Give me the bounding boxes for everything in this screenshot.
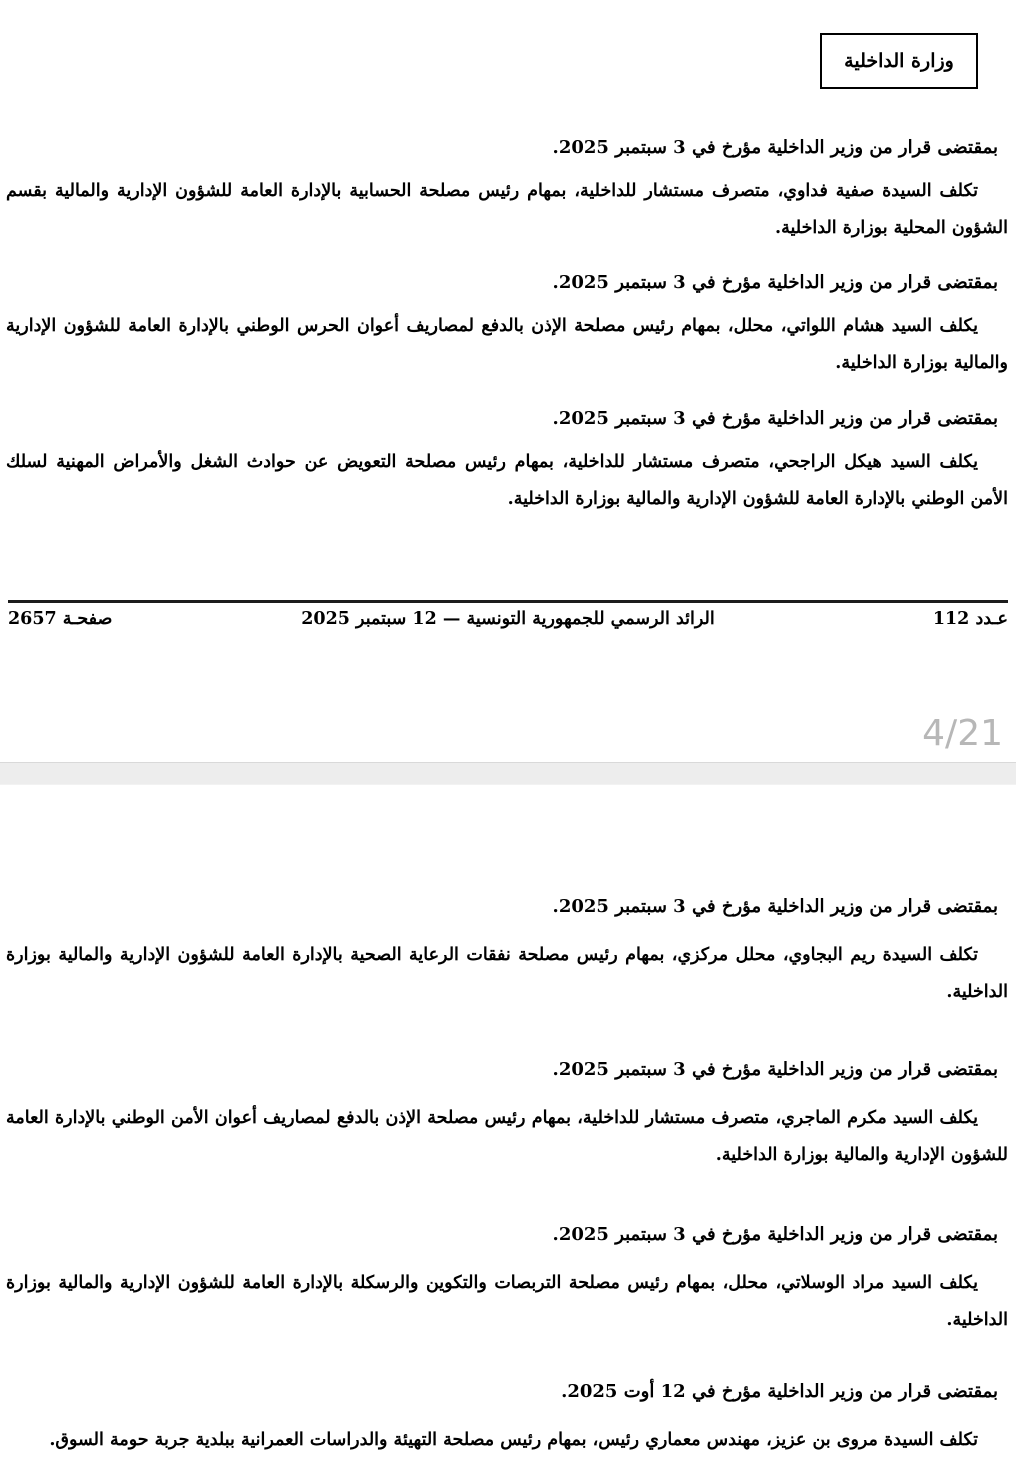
- decree-body: يكلف السيد مراد الوسلاتي، محلل، بمهام رئيس مصلحة التربصات والتكوين والرسكلة بالإدارة العامة للشؤون الإدارية والمالية بوزارة الداخلية.: [6, 1273, 1008, 1330]
- decree-block: [6, 402, 1008, 518]
- viewer-page-indicator: 4/21: [922, 713, 1003, 754]
- page-footer: [8, 609, 1008, 629]
- decree-body: تكلف السيدة مروى بن عزيز، مهندس معماري رئيس، بمهام رئيس مصلحة التهيئة والدراسات العمرانية ببلدية جربة حومة السوق.: [49, 1430, 978, 1450]
- page-separator: [0, 762, 1016, 785]
- decree-header: بمقتضى قرار من وزير الداخلية مؤرخ في 12 أوت 2025.: [561, 1381, 998, 1402]
- gazette-page-2: [0, 785, 1016, 1484]
- decree-header: بمقتضى قرار من وزير الداخلية مؤرخ في 3 سبتمبر 2025.: [552, 896, 998, 917]
- footer-issue-number: عـدد 112: [932, 609, 1008, 629]
- decree-header: بمقتضى قرار من وزير الداخلية مؤرخ في 3 سبتمبر 2025.: [552, 1224, 998, 1245]
- ministry-section-box: وزارة الداخلية: [820, 33, 978, 89]
- decree-body: يكلف السيد هشام اللواتي، محلل، بمهام رئيس مصلحة الإذن بالدفع لمصاريف أعوان الحرس الوطني بالإدارة العامة للشؤون الإدارية والمالية بوزارة الداخلية.: [6, 316, 1008, 373]
- decree-block: [6, 131, 1008, 247]
- decree-body: يكلف السيد هيكل الراجحي، متصرف مستشار للداخلية، بمهام رئيس مصلحة التعويض عن حوادث الشغل والأمراض المهنية لسلك الأمن الوطني بالإدارة العامة للشؤون الإدارية والمالية بوزارة الداخلية.: [6, 452, 1008, 509]
- decree-body: يكلف السيد مكرم الماجري، متصرف مستشار للداخلية، بمهام رئيس مصلحة الإذن بالدفع لمصاريف أعوان الأمن الوطني بالإدارة العامة للشؤون الإدارية والمالية بوزارة الداخلية.: [6, 1108, 1008, 1165]
- decree-body: تكلف السيدة صفية فداوي، متصرف مستشار للداخلية، بمهام رئيس مصلحة الحسابية بالإدارة العامة للشؤون الإدارية والمالية بقسم الشؤون المحلية بوزارة الداخلية.: [6, 181, 1008, 238]
- decree-block: [6, 1375, 1008, 1459]
- decree-header: بمقتضى قرار من وزير الداخلية مؤرخ في 3 سبتمبر 2025.: [552, 1059, 998, 1080]
- decree-header: بمقتضى قرار من وزير الداخلية مؤرخ في 3 سبتمبر 2025.: [552, 137, 998, 158]
- decree-block: [6, 1053, 1008, 1174]
- decree-body: تكلف السيدة ريم البجاوي، محلل مركزي، بمهام رئيس مصلحة نفقات الرعاية الصحية بالإدارة العامة للشؤون الإدارية والمالية بوزارة الداخلية.: [6, 945, 1008, 1002]
- decree-block: [6, 1218, 1008, 1339]
- decree-header: بمقتضى قرار من وزير الداخلية مؤرخ في 3 سبتمبر 2025.: [552, 272, 998, 293]
- decree-block: [6, 266, 1008, 382]
- decree-block: [6, 890, 1008, 1011]
- footer-journal-title: الرائد الرسمي للجمهورية التونسية — 12 سبتمبر 2025: [301, 609, 715, 629]
- decree-header: بمقتضى قرار من وزير الداخلية مؤرخ في 3 سبتمبر 2025.: [552, 408, 998, 429]
- footer-divider-rule: [8, 600, 1008, 603]
- footer-page-number: صفحـة 2657: [8, 609, 113, 629]
